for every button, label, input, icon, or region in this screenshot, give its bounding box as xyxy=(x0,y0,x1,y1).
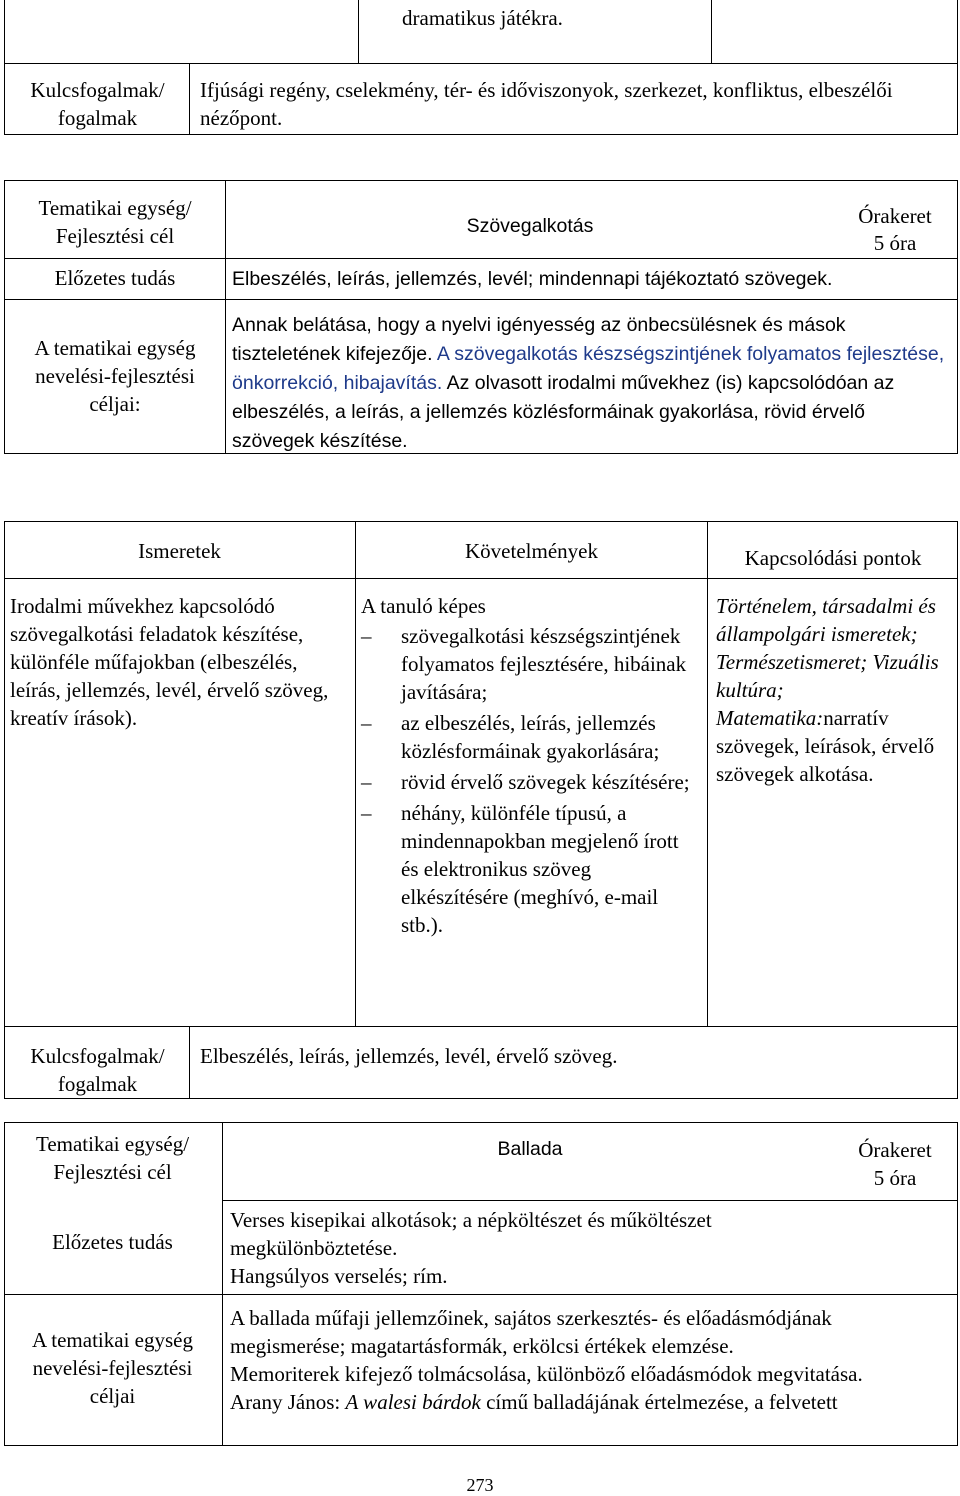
ismeretek-text: Irodalmi művekhez kapcsolódó szövegalkotási feladatok készítése, különféle műfajokban (elbeszélés, leírás, jellemzés, levél, érvelő szöveg, kreatív írások). xyxy=(10,594,329,730)
block3-celjai-line-3 xyxy=(230,1388,952,1416)
block3-col-divider xyxy=(222,1122,223,1446)
kovetelmenyek-cell xyxy=(361,592,701,939)
table2-kulcs-col-divider xyxy=(189,1026,190,1099)
block1-celjai-text-1: Annak belátása, hogy a nyelvi igényesség az önbecsülésnek és mások tiszteletének kifejezője. xyxy=(232,314,846,365)
block1-celjai-text-3: Az olvasott irodalmi művekhez (is) kapcsolódóan az elbeszélés, a leírás, a jellemzés közlésformáinak gyakorlása, rövid érvelő szövegek készítése. xyxy=(232,372,895,452)
top-kulcs-label: Kulcsfogalmak/ fogalmak xyxy=(30,78,165,130)
top-table-divider-2 xyxy=(711,0,712,64)
block3-row-divider-2 xyxy=(4,1294,958,1295)
block1-elozetes-text: Elbeszélés, leírás, jellemzés, levél; mindennapi tájékoztató szövegek. xyxy=(232,268,833,290)
block1-tematikai-label: Tematikai egység/ Fejlesztési cél xyxy=(38,196,192,248)
table2-kulcs-text: Elbeszélés, leírás, jellemzés, levél, érvelő szöveg. xyxy=(200,1044,618,1068)
block3-title: Ballada xyxy=(497,1138,563,1160)
block3-celjai-text xyxy=(230,1304,952,1416)
block1-col-divider xyxy=(225,180,226,454)
block3-row-divider-1 xyxy=(222,1200,958,1201)
block1-row-divider-1 xyxy=(4,258,958,259)
kapcsolodasi-cell xyxy=(716,592,952,788)
kapcs-tortenelem: Történelem, társadalmi és állampolgári ismeretek; xyxy=(716,594,936,646)
block3-tematikai-label: Tematikai egység/ Fejlesztési cél xyxy=(35,1132,190,1184)
kovetelmenyek-list xyxy=(361,622,701,939)
block3-celjai-line-2: Memoriterek kifejező tolmácsolása, különböző előadásmódok megvitatása. xyxy=(230,1362,863,1386)
block1-title: Szövegalkotás xyxy=(466,215,594,237)
block3-orakeret-value: 5 óra xyxy=(873,1166,917,1190)
kovetelmenyek-intro: A tanuló képes xyxy=(361,594,486,618)
block3-celjai-rest: című balladájának értelmezése, a felvetett xyxy=(480,1390,838,1414)
kapcs-termeszetismeret: Természetismeret; xyxy=(716,650,868,674)
block1-row-divider-2 xyxy=(4,299,958,300)
block3-elozetes-label: Előzetes tudás xyxy=(52,1230,173,1254)
kapcs-matematika: Matematika: xyxy=(716,706,824,730)
block3-elozetes-line-2: Hangsúlyos verselés; rím. xyxy=(230,1264,448,1288)
top-kulcs-text: Ifjúsági regény, cselekmény, tér- és időviszonyok, szerkezet, konfliktus, elbeszélői nézőpont. xyxy=(200,78,893,130)
list-item: – szövegalkotási készségszintjének folyamatos fejlesztésére, hibáinak javítására; xyxy=(361,622,701,706)
kapcs-vizualis: Vizuális kultúra; xyxy=(716,650,939,702)
kapcs-plain: narratív szövegek, leírások, érvelő szövegek alkotása. xyxy=(716,706,935,786)
table2-kulcs-label: Kulcsfogalmak/ fogalmak xyxy=(30,1044,165,1096)
block3-elozetes-text xyxy=(230,1206,830,1290)
list-item: – rövid érvelő szövegek készítésére; xyxy=(361,768,701,796)
block1-elozetes-label: Előzetes tudás xyxy=(54,266,176,290)
block1-orakeret-label: Órakeret xyxy=(858,204,932,228)
block3-elozetes-line-1: Verses kisepikai alkotások; a népköltészet és műköltészet megkülönböztetése. xyxy=(230,1208,712,1260)
top-table-divider-1 xyxy=(358,0,359,64)
header-ismeretek: Ismeretek xyxy=(138,539,221,563)
block3-celjai-work: A walesi bárdok xyxy=(345,1390,481,1414)
block1-celjai-text xyxy=(232,311,952,456)
header-kapcsolodasi-pontok: Kapcsolódási pontok xyxy=(744,546,922,570)
table2-kulcs-divider xyxy=(4,1026,958,1027)
table2-col-divider-2 xyxy=(707,521,708,1027)
continued-text: dramatikus játékra. xyxy=(402,6,563,30)
top-kulcs-divider xyxy=(189,63,190,135)
block3-celjai-author: Arany János: xyxy=(230,1390,346,1414)
block1-celjai-text-2: A szövegalkotás készségszintjének folyamatos fejlesztése, önkorrekció, hibajavítás. xyxy=(232,343,945,394)
header-kovetelmenyek: Követelmények xyxy=(465,539,598,563)
block3-orakeret-label: Órakeret xyxy=(858,1138,932,1162)
table2-header-divider xyxy=(4,578,958,579)
block3-celjai-line-1: A ballada műfaji jellemzőinek, sajátos szerkesztés- és előadásmódjának megismerése; magatartásformák, erkölcsi értékek elemzése. xyxy=(230,1306,832,1358)
list-item: – az elbeszélés, leírás, jellemzés közlésformáinak gyakorlására; xyxy=(361,709,701,765)
table2-col-divider-1 xyxy=(355,521,356,1027)
block3-celjai-label: A tematikai egység nevelési-fejlesztési céljai xyxy=(32,1328,193,1408)
list-item: – néhány, különféle típusú, a mindennapokban megjelenő írott és elektronikus szöveg elkészítésére (meghívó, e-mail stb.). xyxy=(361,799,701,939)
page-number: 273 xyxy=(466,1475,494,1495)
block1-celjai-label: A tematikai egység nevelési-fejlesztési céljai: xyxy=(34,336,196,416)
block1-orakeret-value: 5 óra xyxy=(873,231,917,255)
